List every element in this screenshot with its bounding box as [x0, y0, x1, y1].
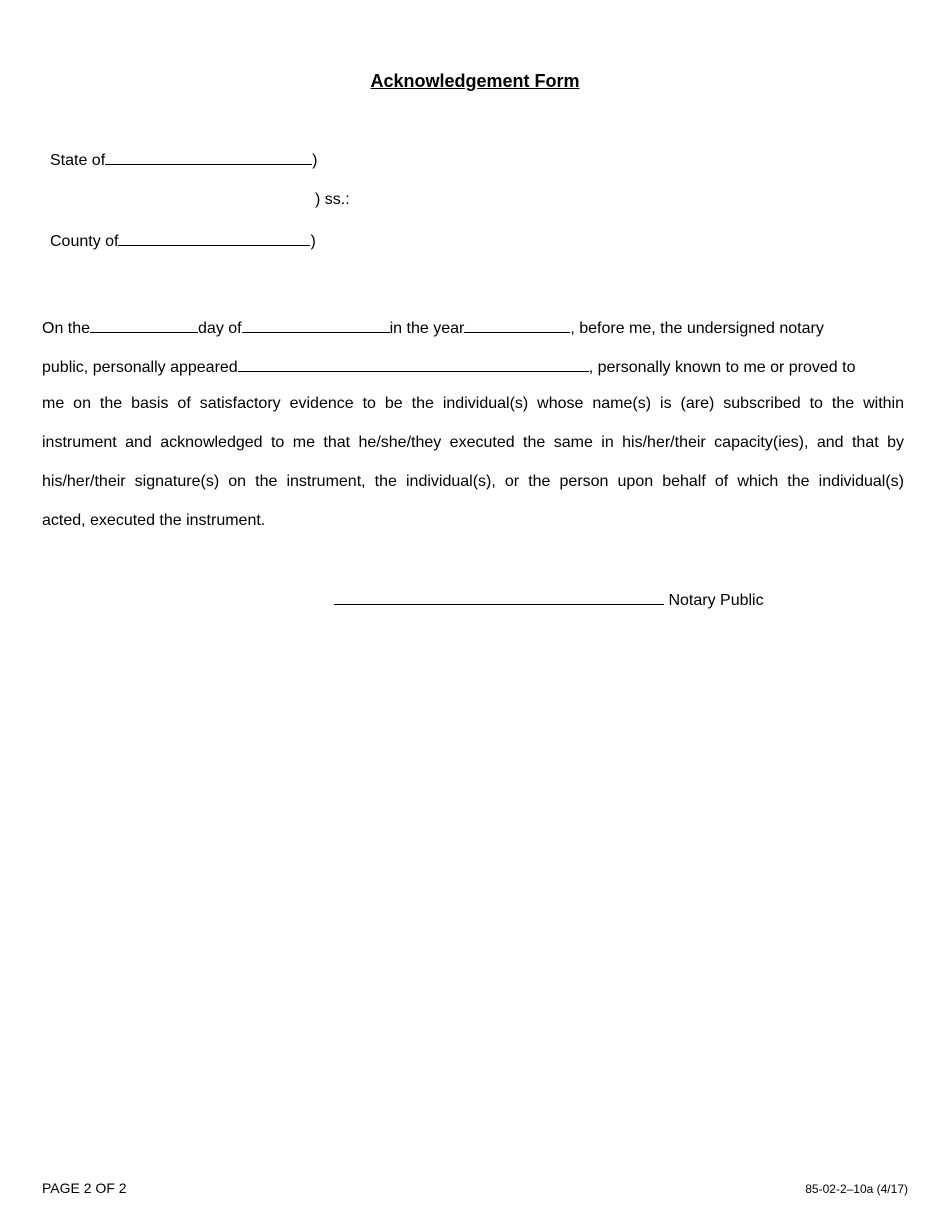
- state-paren: ): [312, 152, 318, 169]
- body-line-5: his/her/their signature(s) on the instrument, the individual(s), or the person upon behalf of which the individual(s): [42, 473, 904, 490]
- notary-signature-field[interactable]: [334, 588, 664, 605]
- notary-public-label: Notary Public: [668, 592, 764, 609]
- year-field[interactable]: [464, 316, 570, 333]
- day-of-label: day of: [198, 320, 242, 337]
- body-line-3: me on the basis of satisfactory evidence to be the individual(s) whose name(s) is (are) subscribed to the within: [42, 395, 904, 412]
- form-code: 85-02-2–10a (4/17): [805, 1182, 908, 1196]
- month-field[interactable]: [242, 316, 390, 333]
- county-paren: ): [310, 233, 316, 250]
- in-the-year-label: in the year: [389, 320, 465, 337]
- personally-appeared-label: public, personally appeared: [42, 359, 238, 376]
- on-the-label: On the: [42, 320, 91, 337]
- county-field[interactable]: [118, 229, 310, 246]
- personally-known-text: , personally known to me or proved to: [588, 359, 856, 376]
- state-field[interactable]: [105, 148, 312, 165]
- page-title: Acknowledgement Form: [370, 71, 580, 91]
- page-number: PAGE 2 OF 2: [42, 1180, 127, 1196]
- day-field[interactable]: [90, 316, 198, 333]
- body-line-6: acted, executed the instrument.: [42, 512, 266, 529]
- state-label: State of: [50, 152, 106, 169]
- body-line-4: instrument and acknowledged to me that he/she/they executed the same in his/her/their capacity(ies), and that by: [42, 434, 904, 451]
- body-line-1: [42, 316, 824, 339]
- county-line: [50, 229, 316, 252]
- appeared-name-field[interactable]: [238, 355, 589, 372]
- county-label: County of: [50, 233, 119, 250]
- state-line: [50, 148, 317, 171]
- ss-label: ) ss.:: [315, 191, 350, 208]
- notary-signature-line: [334, 588, 764, 611]
- body-line-2: [42, 355, 856, 378]
- before-me-text: , before me, the undersigned notary: [570, 320, 824, 337]
